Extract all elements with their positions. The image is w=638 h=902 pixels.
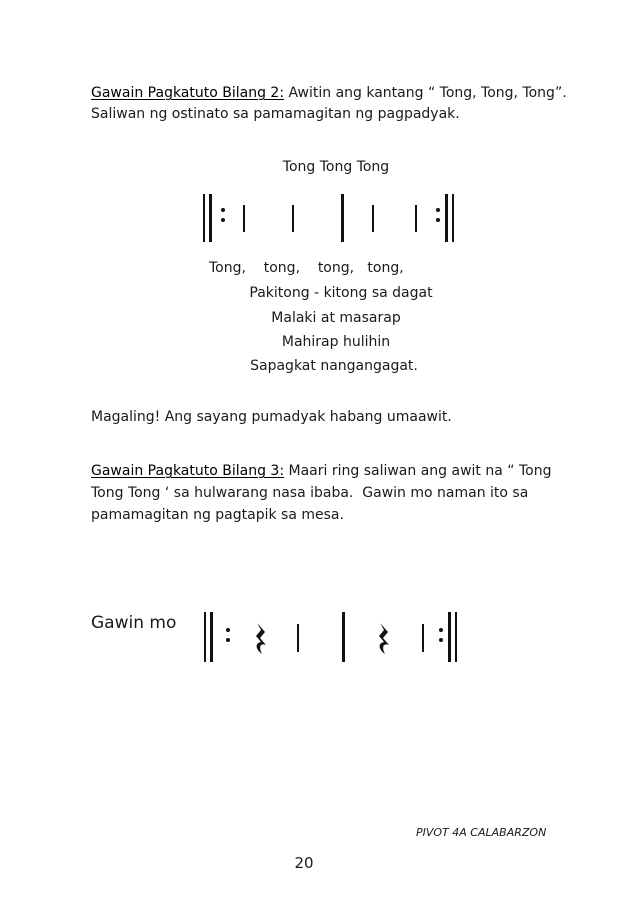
repeat-end-dot [436, 218, 440, 222]
footer-source: PIVOT 4A CALABARZON [416, 826, 547, 839]
repeat-end-thick-bar [445, 194, 448, 242]
task2-instruction: Awitin ang kantang “ Tong, Tong, Tong”. [284, 85, 567, 101]
repeat-end-thin-bar [452, 194, 454, 242]
task3-label: Gawain Pagkatuto Bilang 3: [91, 463, 285, 479]
task3-line3: pamamagitan ng pagtapik sa mesa. [91, 507, 344, 523]
stomp-mark [372, 205, 374, 232]
lyric-line-2: Pakitong - kitong sa dagat [249, 285, 433, 301]
repeat-start-dot [226, 628, 230, 632]
task3-line2: Tong Tong ‘ sa hulwarang nasa ibaba. Gawin mo naman ito sa [91, 485, 529, 501]
barline [342, 612, 345, 662]
lyric-line-4: Mahirap hulihin [281, 334, 391, 350]
repeat-end-dot [436, 208, 440, 212]
page-number: 20 [294, 854, 314, 872]
stomp-mark [243, 205, 245, 232]
repeat-start-dot [221, 208, 225, 212]
song-title: Tong Tong Tong [282, 159, 390, 175]
lyric-line-5: Sapagkat nangangagat. [250, 358, 418, 374]
repeat-start-thick-bar [210, 612, 213, 662]
barline [341, 194, 344, 242]
lyric-line-1: Tong, tong, tong, tong, [209, 260, 404, 276]
repeat-start-dot [226, 638, 230, 642]
repeat-start-thick-bar [209, 194, 212, 242]
repeat-start-thin-bar [203, 194, 205, 242]
stomp-mark [292, 205, 294, 232]
repeat-start-thin-bar [204, 612, 206, 662]
task2-label: Gawain Pagkatuto Bilang 2: [91, 85, 285, 101]
repeat-start-dot [221, 218, 225, 222]
praise-text: Magaling! Ang sayang pumadyak habang umaawit. [91, 409, 452, 425]
quarter-rest-icon [252, 622, 270, 658]
tap-mark [422, 624, 424, 652]
stomp-mark [415, 205, 417, 232]
repeat-end-dot [439, 638, 443, 642]
repeat-end-dot [439, 628, 443, 632]
task3-heading [91, 461, 551, 481]
lyric-line-3: Malaki at masarap [271, 310, 401, 326]
tap-mark [297, 624, 299, 652]
task2-heading [91, 83, 567, 103]
repeat-end-thick-bar [448, 612, 451, 662]
task3-instruction: Maari ring saliwan ang awit na “ Tong [284, 463, 552, 479]
quarter-rest-icon [375, 622, 393, 658]
repeat-end-thin-bar [455, 612, 457, 662]
task2-line2: Saliwan ng ostinato sa pamamagitan ng pagpadyak. [91, 106, 460, 122]
gawin-mo-label: Gawin mo [91, 613, 177, 633]
